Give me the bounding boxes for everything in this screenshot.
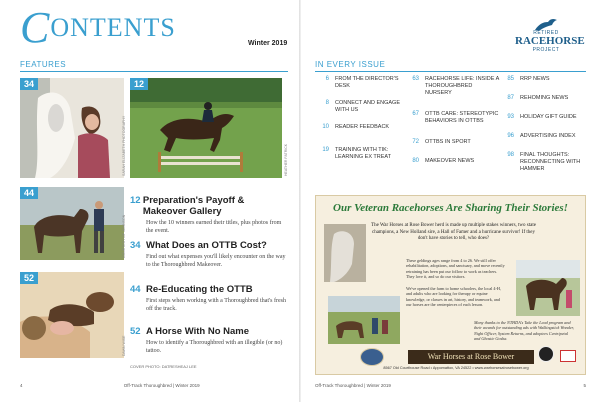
- logo-text-bottom: PROJECT: [532, 47, 560, 53]
- issue-title: CONNECT AND ENGAGE WITH US: [335, 100, 400, 113]
- features-rule: [20, 71, 288, 72]
- feature-photo-44: [20, 187, 124, 260]
- page-number-right: 5: [583, 383, 586, 388]
- horse-emblem-icon: [538, 346, 554, 362]
- issue-item[interactable]: [500, 76, 586, 83]
- page-number-left: 4: [20, 383, 23, 388]
- page-title: [20, 3, 176, 52]
- ad-paragraph: Many thanks to the NTHDA's Take the Lead program and their awards for outstanding ads with Walkingstick Wonder, Night Officer, System Returns, and adoptees Centripetal and Ghostie Gosha.: [474, 320, 574, 342]
- toba-badge-icon: [560, 350, 576, 362]
- photo-credit: SARAH ELIZABETH PHOTOGRAPHY: [122, 115, 126, 176]
- feature-description: First steps when working with a Thoroughbred that's fresh off the track.: [146, 298, 286, 312]
- ad-paragraph: These geldings ages range from 4 to 26. We still offer rehabilitation, adoptions, and sanctuary, and move recently retraining has been put our follow to work as teachers. They love it, and so do our visitors.: [406, 258, 505, 280]
- feature-description: How the 10 winners earned their titles, plus photos from the event.: [146, 220, 282, 234]
- issue-item[interactable]: [315, 76, 403, 90]
- photo-page-number: 12: [130, 78, 148, 90]
- issue-column-2: [405, 76, 500, 174]
- photo-page-number: 44: [20, 187, 38, 199]
- horse-and-woman-illustration: [20, 78, 124, 178]
- issue-date: Winter 2019: [248, 40, 288, 47]
- issue-title: RRP NEWS: [520, 76, 550, 82]
- issue-title: OTTB CARE: STEREOTYPIC BEHAVIORS IN OTTBS: [425, 111, 499, 124]
- ad-badge-icon: [360, 348, 384, 366]
- feature-page-number: 52: [130, 326, 141, 337]
- cover-photo-credit: COVER PHOTO: DATRESHEAJ LEE: [130, 364, 197, 369]
- photo-credit: HEATHER PATRICK: [284, 143, 288, 176]
- feature-photo-12: [130, 78, 282, 178]
- issue-item[interactable]: [405, 158, 500, 165]
- issue-item[interactable]: [500, 114, 586, 121]
- issue-title: FINAL THOUGHTS: RECONNECTING WITH HAMMER: [520, 152, 581, 172]
- grey-horse-illustration: [324, 224, 366, 282]
- issue-page-number: 98: [507, 152, 514, 158]
- horse-children-illustration: [516, 260, 580, 316]
- feature-photo-34: [20, 78, 124, 178]
- issue-item[interactable]: [405, 139, 500, 146]
- ad-paragraph: We've opened the farm to home schoolers, the local 4-H, and adults who are looking for therapy or equine knowledge, or classes in art, history, and teamwork, and our horses are the centerpieces of each lesson.: [406, 286, 501, 308]
- features-heading: FEATURES: [20, 60, 67, 69]
- issue-column-1: [315, 76, 403, 170]
- feature-item[interactable]: [130, 195, 290, 235]
- riders-illustration: [328, 296, 400, 344]
- tattoo-check-illustration: [20, 272, 124, 358]
- issue-page-number: 8: [325, 100, 329, 106]
- issue-title: READER FEEDBACK: [335, 124, 390, 130]
- feature-item[interactable]: [130, 284, 290, 313]
- horse-logo-icon: [533, 16, 559, 32]
- ad-address: 8567 Old Courthouse Road • Appomattox, VA 24522 • www.warhorsesatrosebower.org: [383, 366, 529, 370]
- ad-photo-horse-and-children: [516, 260, 580, 316]
- logo-text-main: RACEHORSE: [515, 35, 585, 47]
- feature-title: Preparation's Payoff & Makeover Gallery: [142, 195, 245, 217]
- issue-item[interactable]: [500, 95, 586, 102]
- feature-title: Re-Educating the OTTB: [146, 284, 253, 295]
- ad-intro: The War Horses at Rose Bower herd is made up multiple stakes winners, two state champions, a New Holland sire, a Hall of Famer and a hurricane survivor! If they don't have stories to tell, who does?: [371, 223, 536, 241]
- footer-right-text: Off-Track Thoroughbred | Winter 2019: [315, 383, 391, 388]
- in-every-issue-rule: [315, 71, 586, 72]
- feature-page-number: 34: [130, 240, 141, 251]
- issue-page-number: 87: [507, 95, 514, 101]
- issue-title: FROM THE DIRECTOR'S DESK: [335, 76, 399, 89]
- feature-description: Find out what expenses you'll likely encounter on the way to the Thoroughbred Makeover.: [146, 254, 286, 268]
- issue-title: RACEHORSE LIFE: INSIDE A THOROUGHBRED NURSERY: [425, 76, 499, 96]
- feature-page-number: 12: [130, 195, 141, 206]
- issue-page-number: 10: [322, 124, 329, 130]
- photo-credit: COURTESY OF JOHNSON: [122, 214, 126, 258]
- issue-item[interactable]: [500, 152, 586, 173]
- issue-item[interactable]: [405, 76, 500, 97]
- issue-page-number: 93: [507, 114, 514, 120]
- issue-page-number: 96: [507, 133, 514, 139]
- issue-page-number: 6: [325, 76, 329, 82]
- war-horses-advertisement[interactable]: [315, 195, 586, 375]
- issue-title: REHOMING NEWS: [520, 95, 569, 101]
- ad-headline: Our Veteran Racehorses Are Sharing Their Stories!: [333, 202, 568, 214]
- issue-page-number: 63: [412, 76, 419, 82]
- issue-item[interactable]: [315, 124, 403, 131]
- feature-item[interactable]: [130, 240, 290, 269]
- issue-column-3: [500, 76, 586, 182]
- issue-item[interactable]: [500, 133, 586, 140]
- feature-page-number: 44: [130, 284, 141, 295]
- feature-photo-52: [20, 272, 124, 358]
- jumping-horse-illustration: [130, 78, 282, 178]
- page-gutter: [299, 0, 301, 402]
- feature-title: A Horse With No Name: [146, 326, 250, 337]
- ad-brand-banner: War Horses at Rose Bower: [408, 350, 534, 364]
- issue-title: TRAINING WITH TIK: LEARNING EX TREAT: [335, 147, 392, 160]
- footer-right: [315, 383, 586, 388]
- issue-page-number: 85: [507, 76, 514, 82]
- feature-title: What Does an OTTB Cost?: [146, 240, 267, 251]
- issue-title: HOLIDAY GIFT GUIDE: [520, 114, 577, 120]
- feature-description: How to identify a Thoroughbred with an illegible (or no) tattoo.: [146, 340, 283, 354]
- issue-item[interactable]: [315, 100, 403, 114]
- issue-page-number: 19: [322, 147, 329, 153]
- footer-left: [20, 383, 200, 388]
- title-rest: ONTENTS: [50, 13, 176, 42]
- ad-photo-riders: [328, 296, 400, 344]
- photo-credit: DAWN WISE: [122, 335, 126, 356]
- logo-text-top: RETIRED: [533, 30, 559, 36]
- feature-item[interactable]: [130, 326, 290, 355]
- in-every-issue-heading: IN EVERY ISSUE: [315, 60, 386, 69]
- photo-page-number: 34: [20, 78, 38, 90]
- retired-racehorse-project-logo: [515, 26, 585, 53]
- issue-page-number: 67: [412, 111, 419, 117]
- issue-page-number: 80: [412, 158, 419, 164]
- title-initial: C: [20, 3, 51, 52]
- issue-title: MAKEOVER NEWS: [425, 158, 475, 164]
- photo-page-number: 52: [20, 272, 38, 284]
- issue-item[interactable]: [405, 111, 500, 125]
- issue-title: ADVERTISING INDEX: [520, 133, 576, 139]
- issue-title: OTTBS IN SPORT: [425, 139, 471, 145]
- issue-page-number: 72: [412, 139, 419, 145]
- issue-item[interactable]: [315, 147, 403, 161]
- footer-left-text: Off-Track Thoroughbred | Winter 2019: [123, 383, 200, 388]
- ad-photo-grey-horse: [324, 224, 366, 282]
